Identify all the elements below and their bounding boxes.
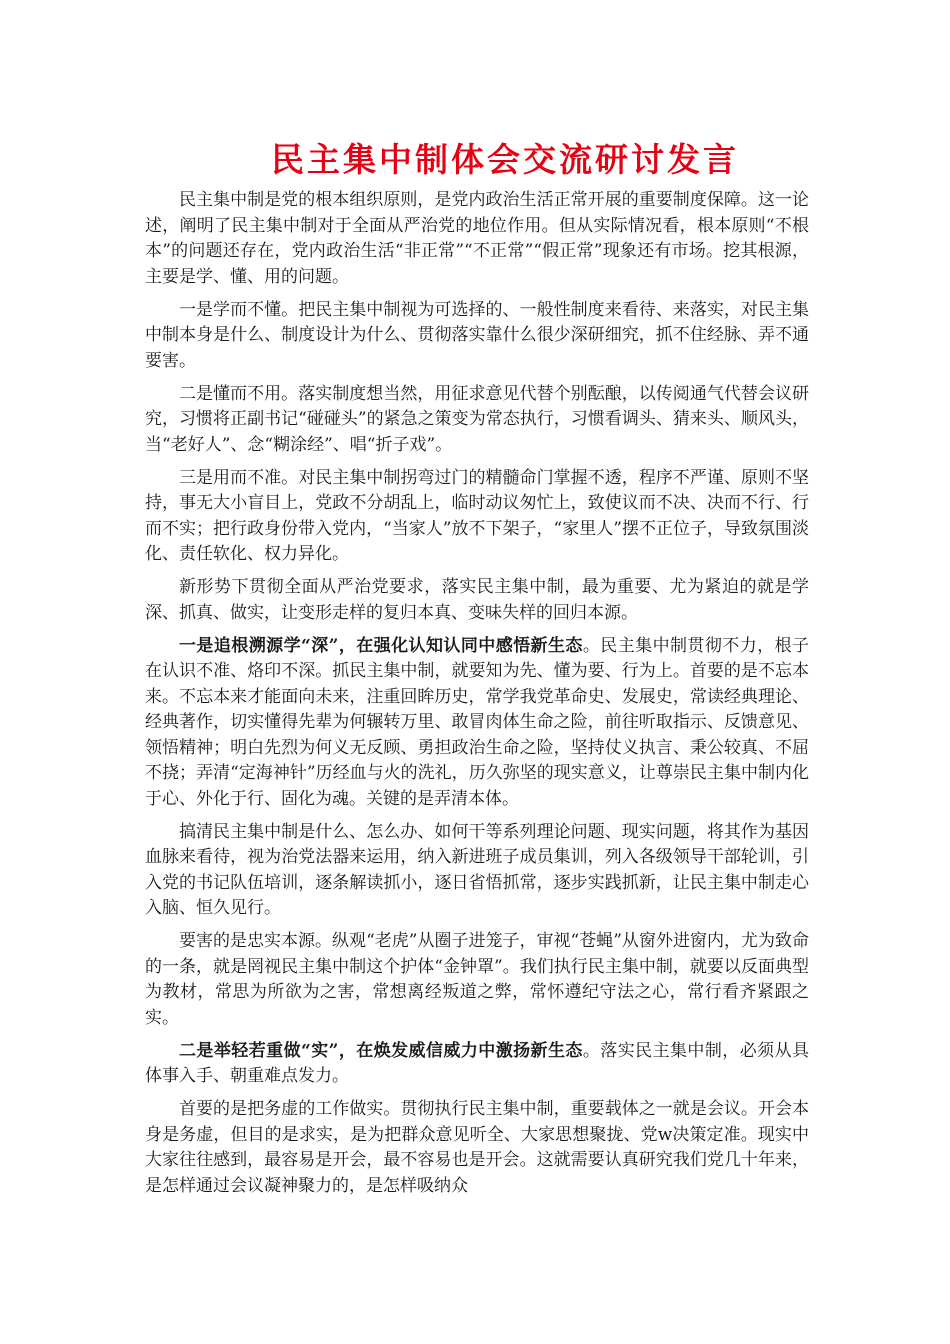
paragraph-text: 。落实民主集中制，必须从具体事入手、朝重难点发力。	[145, 1040, 810, 1086]
body-paragraph	[145, 820, 809, 922]
paragraph-text: 搞清民主集中制是什么、怎么办、如何干等系列理论问题、现实问题，将其作为基因血脉来看待，视为治党法器来运用，纳入新进班子成员集训，列入各级领导干部轮训，引入党的书记队伍培训，逐条解读抓小，逐日省悟抓常，逐步实践抓新，让民主集中制走心入脑、恒久见行。	[145, 821, 809, 918]
paragraph-text: 民主集中制是党的根本组织原则，是党内政治生活正常开展的重要制度保障。这一论述，阐明了民主集中制对于全面从严治党的地位作用。但从实际情况看，根本原则“不根本”的问题还存在，党内政治生活“非正常”“不正常”“假正常”现象还有市场。挖其根源，主要是学、懂、用的问题。	[145, 190, 809, 287]
paragraph-text: 新形势下贯彻全面从严治党要求，落实民主集中制，最为重要、尤为紧迫的就是学深、抓真、做实，让变形走样的复归本真、变味失样的回归本源。	[145, 577, 809, 623]
body-paragraph	[145, 1039, 809, 1090]
document-title: 民主集中制体会交流研讨发言	[271, 140, 739, 179]
paragraph-text: 二是懂而不用。落实制度想当然，用征求意见代替个别酝酿，以传阅通气代替会议研究，习惯将正副书记“碰碰头”的紧急之策变为常态执行，习惯看调头、猜来头、顺风头，当“老好人”、念“糊涂经”、唱“折子戏”。	[145, 383, 809, 455]
body-paragraph	[145, 188, 809, 290]
body-paragraph	[145, 382, 809, 459]
paragraph-lead-heading: 一是追根溯源学“深”，在强化认知认同中感悟新生态	[179, 635, 583, 656]
body-paragraph	[145, 929, 809, 1031]
body-paragraph	[145, 634, 809, 813]
body-paragraph	[145, 298, 809, 375]
paragraph-lead-heading: 二是举轻若重做“实”，在焕发威信威力中激扬新生态	[179, 1040, 583, 1061]
paragraph-text: 三是用而不准。对民主集中制拐弯过门的精髓命门掌握不透，程序不严谨、原则不坚持，事无大小盲目上，党政不分胡乱上，临时动议匆忙上，致使议而不决、决而不行、行而不实；把行政身份带入党内，“当家人”放不下架子，“家里人”摆不正位子，导致氛围淡化、责任软化、权力异化。	[145, 467, 809, 564]
document-body	[145, 188, 809, 1207]
body-paragraph	[145, 575, 809, 626]
body-paragraph	[145, 1097, 809, 1199]
paragraph-text: 首要的是把务虚的工作做实。贯彻执行民主集中制，重要载体之一就是会议。开会本身是务虚，但目的是求实，是为把群众意见听全、大家思想聚拢、党w决策定准。现实中大家往往感到，最容易是开会，最不容易也是开会。这就需要认真研究我们党几十年来，是怎样通过会议凝神聚力的，是怎样吸纳众	[145, 1099, 809, 1196]
paragraph-text: 。民主集中制贯彻不力，根子在认识不准、烙印不深。抓民主集中制，就要知为先、懂为要、行为上。首要的是不忘本来。不忘本来才能面向未来，注重回眸历史，常学我党革命史、发展史，常读经典理论、经典著作，切实懂得先辈为何辗转万里、敢冒肉体生命之险，前往听取指示、反馈意见、领悟精神；明白先烈为何义无反顾、勇担政治生命之险，坚持仗义执言、秉公较真、不屈不挠；弄清“定海神针”历经血与火的洗礼，历久弥坚的现实意义，让尊崇民主集中制内化于心、外化于行、固化为魂。关键的是弄清本体。	[145, 635, 810, 809]
paragraph-text: 要害的是忠实本源。纵观“老虎”从圈子进笼子，审视“苍蝇”从窗外进窗内，尤为致命的一条，就是罔视民主集中制这个护体“金钟罩”。我们执行民主集中制，就要以反面典型为教材，常思为所欲为之害，常想离经叛道之弊，常怀遵纪守法之心，常行看齐紧跟之实。	[145, 931, 809, 1028]
paragraph-text: 一是学而不懂。把民主集中制视为可选择的、一般性制度来看待、来落实，对民主集中制本身是什么、制度设计为什么、贯彻落实靠什么很少深研细究，抓不住经脉、弄不通要害。	[145, 299, 809, 371]
body-paragraph	[145, 466, 809, 568]
